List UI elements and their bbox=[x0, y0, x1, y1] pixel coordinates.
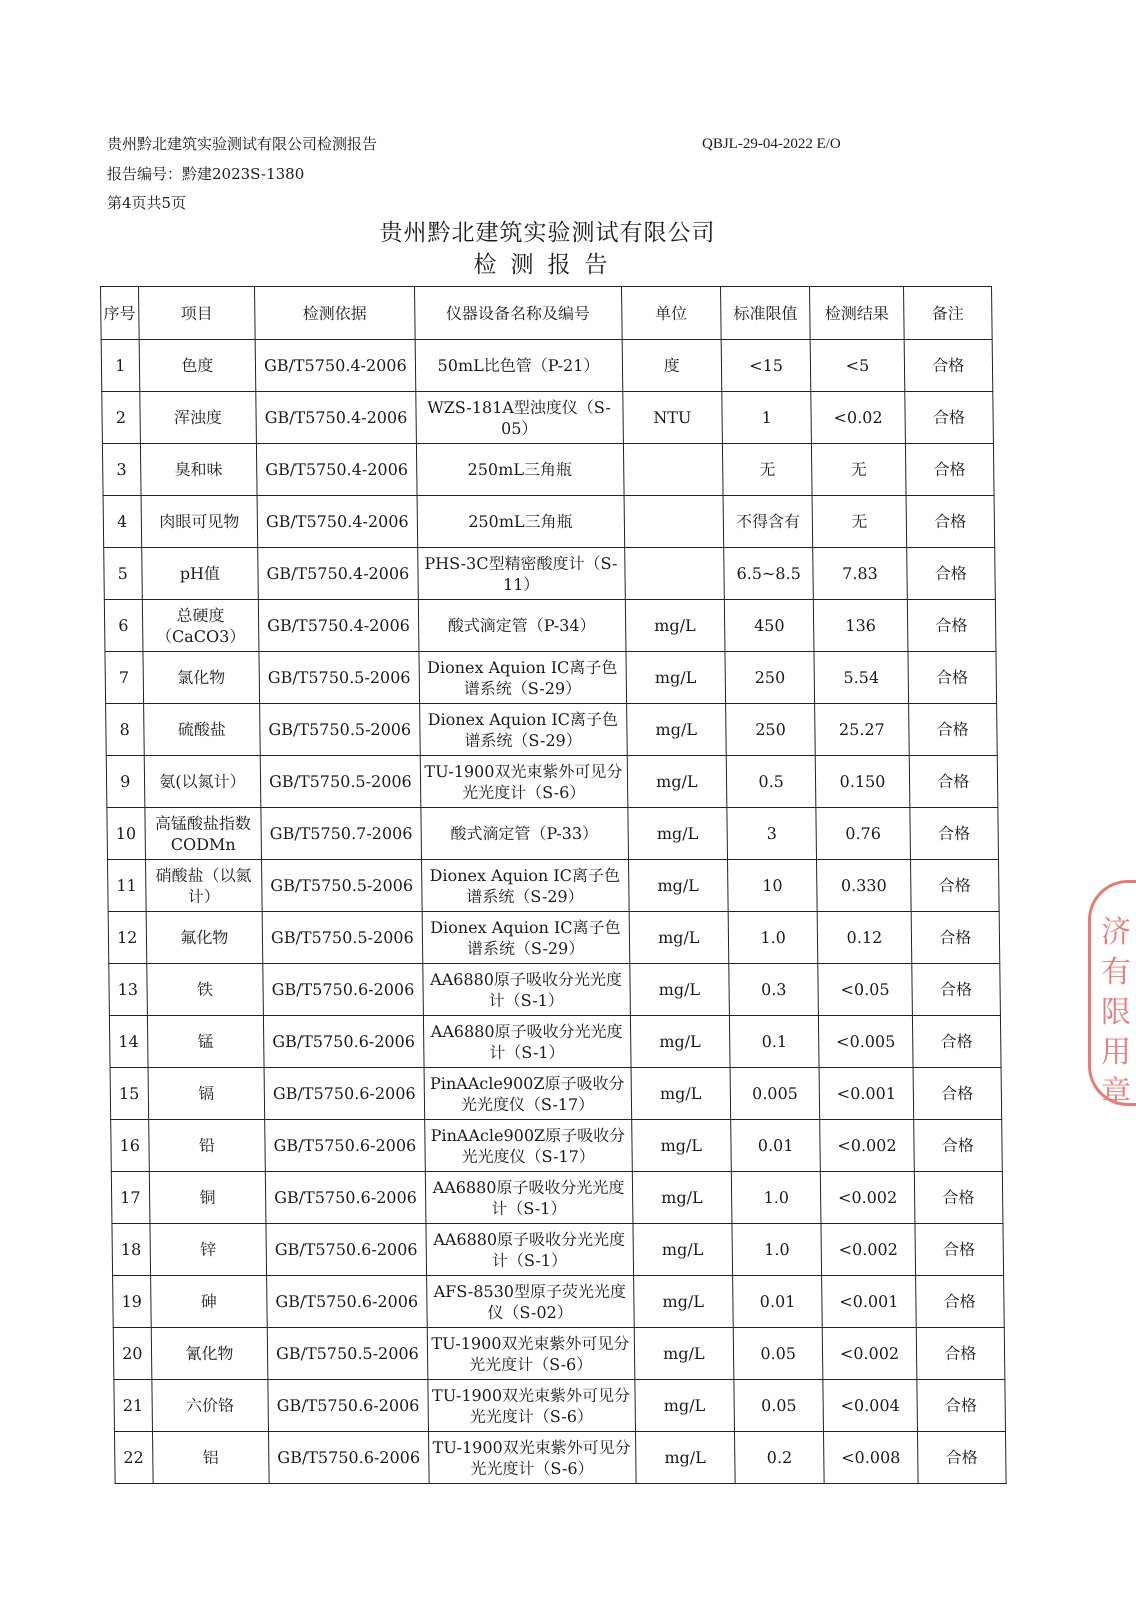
table-cell: 高锰酸盐指数CODMn bbox=[144, 808, 261, 860]
table-cell: 无 bbox=[812, 444, 906, 496]
table-cell: 铜 bbox=[149, 1172, 266, 1224]
table-cell: 6 bbox=[104, 600, 142, 652]
table-cell: 合格 bbox=[913, 1068, 1002, 1120]
table-row bbox=[103, 496, 995, 548]
table-cell: 2 bbox=[102, 392, 140, 444]
table-cell: 5 bbox=[104, 548, 142, 600]
table-cell: 16 bbox=[111, 1120, 149, 1172]
table-cell: pH值 bbox=[141, 548, 258, 600]
table-cell: GB/T5750.5-2006 bbox=[262, 860, 422, 912]
header-cell: 检测结果 bbox=[810, 287, 904, 340]
table-cell: mg/L bbox=[633, 1276, 733, 1328]
table-cell: 3 bbox=[102, 444, 140, 496]
table-cell: PHS-3C型精密酸度计（S-11） bbox=[417, 548, 625, 600]
table-cell: 合格 bbox=[911, 964, 1000, 1016]
table-cell: mg/L bbox=[635, 1432, 735, 1484]
table-cell: 浑浊度 bbox=[139, 392, 256, 444]
table-cell: 总硬度（CaCO3） bbox=[142, 600, 259, 652]
table-cell: GB/T5750.7-2006 bbox=[261, 808, 421, 860]
table-cell: 合格 bbox=[908, 704, 997, 756]
table-row bbox=[111, 1172, 1003, 1224]
table-cell: 4 bbox=[103, 496, 141, 548]
table-cell: mg/L bbox=[627, 808, 727, 860]
test-results-table bbox=[100, 286, 1007, 1484]
header-cell: 序号 bbox=[101, 287, 139, 340]
table-cell: <0.004 bbox=[823, 1380, 917, 1432]
table-row bbox=[108, 912, 1000, 964]
table-cell: 5.54 bbox=[814, 652, 908, 704]
table-cell: TU-1900双光束紫外可见分光光度计（S-6） bbox=[428, 1432, 636, 1484]
table-cell: <0.005 bbox=[819, 1016, 913, 1068]
table-cell: GB/T5750.6-2006 bbox=[267, 1276, 427, 1328]
table-cell: 250 bbox=[725, 652, 815, 704]
table-cell: TU-1900双光束紫外可见分光光度计（S-6） bbox=[427, 1328, 635, 1380]
table-cell: TU-1900双光束紫外可见分光光度计（S-6） bbox=[420, 756, 628, 808]
table-cell: GB/T5750.5-2006 bbox=[260, 756, 420, 808]
table-cell: 合格 bbox=[917, 1432, 1006, 1484]
table-cell: 色度 bbox=[139, 340, 256, 392]
header-cell: 单位 bbox=[621, 287, 721, 340]
table-cell: 0.76 bbox=[816, 808, 910, 860]
header-doc-code: QBJL-29-04-2022 E/O bbox=[702, 136, 841, 152]
table-cell: mg/L bbox=[632, 1172, 732, 1224]
table-cell: GB/T5750.6-2006 bbox=[265, 1120, 425, 1172]
table-cell: Dionex Aquion IC离子色谱系统（S-29） bbox=[421, 860, 629, 912]
table-cell: Dionex Aquion IC离子色谱系统（S-29） bbox=[422, 912, 630, 964]
table-cell: GB/T5750.4-2006 bbox=[257, 496, 417, 548]
table-cell: 22 bbox=[114, 1432, 152, 1484]
table-cell: 合格 bbox=[913, 1120, 1002, 1172]
table-cell: NTU bbox=[622, 392, 722, 444]
table-cell: <0.001 bbox=[822, 1276, 916, 1328]
table-row bbox=[102, 444, 994, 496]
stamp-text: 济有限 用章 bbox=[1101, 915, 1131, 1110]
table-cell: 肉眼可见物 bbox=[141, 496, 258, 548]
table-cell: Dionex Aquion IC离子色谱系统（S-29） bbox=[419, 652, 627, 704]
table-cell: 12 bbox=[108, 912, 146, 964]
table-cell: 合格 bbox=[906, 548, 995, 600]
table-cell: 合格 bbox=[908, 652, 997, 704]
table-cell: mg/L bbox=[625, 600, 725, 652]
table-row bbox=[109, 964, 1001, 1016]
table-cell: 不得含有 bbox=[723, 496, 813, 548]
table-cell: 酸式滴定管（P-34） bbox=[418, 600, 626, 652]
table-cell: 450 bbox=[724, 600, 814, 652]
table-cell: mg/L bbox=[634, 1328, 734, 1380]
table-cell: 0.5 bbox=[726, 756, 816, 808]
header-cell: 项目 bbox=[138, 287, 255, 340]
table-row bbox=[106, 704, 998, 756]
table-row bbox=[112, 1224, 1004, 1276]
table-row bbox=[105, 652, 997, 704]
table-cell: mg/L bbox=[629, 964, 729, 1016]
table-cell: AFS-8530型原子荧光光度仪（S-02） bbox=[426, 1276, 634, 1328]
table-cell: 氰化物 bbox=[151, 1328, 268, 1380]
table-cell: PinAAcle900Z原子吸收分光光度仪（S-17） bbox=[424, 1120, 632, 1172]
table-cell: mg/L bbox=[631, 1120, 731, 1172]
table-cell: 硫酸盐 bbox=[143, 704, 260, 756]
table-cell: mg/L bbox=[626, 652, 726, 704]
table-cell: 1.0 bbox=[728, 912, 818, 964]
table-cell: 铝 bbox=[152, 1432, 269, 1484]
table-cell: 合格 bbox=[904, 392, 993, 444]
company-seal-stamp bbox=[1088, 880, 1136, 1110]
table-cell: 氟化物 bbox=[146, 912, 263, 964]
table-cell: 1.0 bbox=[732, 1224, 822, 1276]
table-cell: 合格 bbox=[914, 1172, 1003, 1224]
table-row bbox=[111, 1120, 1003, 1172]
table-cell: <0.002 bbox=[821, 1172, 915, 1224]
table-cell: <0.05 bbox=[818, 964, 912, 1016]
table-cell: 无 bbox=[722, 444, 812, 496]
table-cell: 6.5~8.5 bbox=[724, 548, 814, 600]
table-cell: 0.3 bbox=[729, 964, 819, 1016]
table-row bbox=[109, 1016, 1001, 1068]
table-row bbox=[114, 1432, 1006, 1484]
table-cell: <0.001 bbox=[819, 1068, 913, 1120]
table-cell: 合格 bbox=[910, 860, 999, 912]
table-cell: 15 bbox=[110, 1068, 148, 1120]
table-cell: 六价铬 bbox=[151, 1380, 268, 1432]
table-cell: 合格 bbox=[904, 340, 993, 392]
table-cell: 50mL比色管（P-21） bbox=[415, 340, 623, 392]
table-cell: 10 bbox=[728, 860, 818, 912]
table-cell: mg/L bbox=[626, 704, 726, 756]
table-cell: mg/L bbox=[633, 1224, 733, 1276]
table-cell: 7 bbox=[105, 652, 143, 704]
title-report: 检测报告 bbox=[473, 252, 622, 278]
table-row bbox=[104, 600, 996, 652]
table-cell: 酸式滴定管（P-33） bbox=[420, 808, 628, 860]
table-cell: 0.01 bbox=[733, 1276, 823, 1328]
table-cell: 250mL三角瓶 bbox=[417, 496, 625, 548]
table-cell: GB/T5750.5-2006 bbox=[259, 652, 419, 704]
table-cell: 合格 bbox=[915, 1276, 1004, 1328]
table-cell: 17 bbox=[111, 1172, 149, 1224]
table-cell: 氨(以氮计） bbox=[144, 756, 261, 808]
table-cell: mg/L bbox=[628, 860, 728, 912]
table-cell: <0.008 bbox=[824, 1432, 918, 1484]
table-cell: 合格 bbox=[915, 1224, 1004, 1276]
table-cell: 合格 bbox=[916, 1328, 1005, 1380]
table-cell: 镉 bbox=[148, 1068, 265, 1120]
table-cell: GB/T5750.6-2006 bbox=[268, 1380, 428, 1432]
table-cell: GB/T5750.4-2006 bbox=[258, 548, 418, 600]
table-cell: 8 bbox=[106, 704, 144, 756]
table-cell: GB/T5750.5-2006 bbox=[267, 1328, 427, 1380]
table-cell: 合格 bbox=[917, 1380, 1006, 1432]
table-cell: GB/T5750.4-2006 bbox=[256, 392, 416, 444]
table-cell: 13 bbox=[109, 964, 147, 1016]
table-cell: 250mL三角瓶 bbox=[416, 444, 624, 496]
table-cell: 1.0 bbox=[731, 1172, 821, 1224]
table-cell: 250 bbox=[726, 704, 816, 756]
table-row bbox=[113, 1328, 1005, 1380]
table-cell: 合格 bbox=[910, 808, 999, 860]
header-cell: 检测依据 bbox=[255, 287, 415, 340]
table-cell: 19 bbox=[113, 1276, 151, 1328]
table-cell: <15 bbox=[721, 340, 811, 392]
table-cell: 0.05 bbox=[733, 1328, 823, 1380]
table-cell: <0.002 bbox=[820, 1120, 914, 1172]
table-cell: GB/T5750.6-2006 bbox=[269, 1432, 429, 1484]
table-cell: PinAAcle900Z原子吸收分光光度仪（S-17） bbox=[424, 1068, 632, 1120]
table-cell: <0.02 bbox=[811, 392, 905, 444]
table-row bbox=[104, 548, 996, 600]
table-row bbox=[114, 1380, 1006, 1432]
table-cell: GB/T5750.4-2006 bbox=[257, 444, 417, 496]
table-cell: 11 bbox=[108, 860, 146, 912]
table-row bbox=[106, 756, 998, 808]
table-cell: 0.2 bbox=[734, 1432, 824, 1484]
table-cell: 3 bbox=[727, 808, 817, 860]
header-cell: 仪器设备名称及编号 bbox=[414, 287, 622, 340]
table-cell: 铁 bbox=[146, 964, 263, 1016]
table-cell: mg/L bbox=[634, 1380, 734, 1432]
table-cell: mg/L bbox=[630, 1016, 730, 1068]
table-cell: 合格 bbox=[909, 756, 998, 808]
table-cell: GB/T5750.5-2006 bbox=[262, 912, 422, 964]
table-cell: 7.83 bbox=[813, 548, 907, 600]
table-cell: 1 bbox=[101, 340, 139, 392]
table-cell: <5 bbox=[810, 340, 904, 392]
table-cell: 0.150 bbox=[816, 756, 910, 808]
table-cell: GB/T5750.6-2006 bbox=[266, 1172, 426, 1224]
table-cell: AA6880原子吸收分光光度计（S-1） bbox=[422, 964, 630, 1016]
table-cell: 1 bbox=[722, 392, 812, 444]
table-row bbox=[101, 340, 993, 392]
table-cell: 合格 bbox=[912, 1016, 1001, 1068]
table-cell: 20 bbox=[113, 1328, 151, 1380]
header-cell: 标准限值 bbox=[721, 287, 811, 340]
table-cell: 锌 bbox=[150, 1224, 267, 1276]
table-cell: GB/T5750.6-2006 bbox=[266, 1224, 426, 1276]
table-cell: 氯化物 bbox=[143, 652, 260, 704]
table-cell: GB/T5750.5-2006 bbox=[260, 704, 420, 756]
table-cell: AA6880原子吸收分光光度计（S-1） bbox=[425, 1172, 633, 1224]
table-cell: 10 bbox=[107, 808, 145, 860]
table-cell: 0.05 bbox=[734, 1380, 824, 1432]
table-row bbox=[108, 860, 1000, 912]
table-cell bbox=[624, 496, 724, 548]
table-cell: GB/T5750.6-2006 bbox=[264, 1068, 424, 1120]
table-cell: GB/T5750.4-2006 bbox=[255, 340, 415, 392]
table-cell: 21 bbox=[114, 1380, 152, 1432]
title-company: 贵州黔北建筑实验测试有限公司 bbox=[379, 220, 716, 246]
table-row bbox=[107, 808, 999, 860]
table-cell: 25.27 bbox=[815, 704, 909, 756]
header-page-info: 第4页共5页 bbox=[107, 194, 187, 212]
table-cell: 硝酸盐（以氮计） bbox=[145, 860, 262, 912]
table-cell: 136 bbox=[814, 600, 908, 652]
table-cell: AA6880原子吸收分光光度计（S-1） bbox=[423, 1016, 631, 1068]
table-cell bbox=[624, 548, 724, 600]
table-cell: 18 bbox=[112, 1224, 150, 1276]
table-cell: TU-1900双光束紫外可见分光光度计（S-6） bbox=[427, 1380, 635, 1432]
table-cell: 14 bbox=[109, 1016, 147, 1068]
table-cell: <0.002 bbox=[823, 1328, 917, 1380]
table-row bbox=[110, 1068, 1002, 1120]
header-company-report: 贵州黔北建筑实验测试有限公司检测报告 bbox=[107, 135, 378, 153]
table-cell: WZS-181A型浊度仪（S-05） bbox=[415, 392, 623, 444]
table-cell: GB/T5750.6-2006 bbox=[264, 1016, 424, 1068]
table-cell: 合格 bbox=[906, 496, 995, 548]
table-cell: mg/L bbox=[627, 756, 727, 808]
table-cell: mg/L bbox=[631, 1068, 731, 1120]
table-cell: 合格 bbox=[907, 600, 996, 652]
table-header-row bbox=[101, 287, 993, 340]
table-cell: AA6880原子吸收分光光度计（S-1） bbox=[426, 1224, 634, 1276]
table-row bbox=[102, 392, 994, 444]
header-report-number: 报告编号：黔建2023S-1380 bbox=[107, 165, 305, 183]
table-cell: 无 bbox=[812, 496, 906, 548]
table-cell: 0.12 bbox=[817, 912, 911, 964]
table-cell: GB/T5750.4-2006 bbox=[259, 600, 419, 652]
table-cell: 9 bbox=[106, 756, 144, 808]
table-cell: 0.330 bbox=[817, 860, 911, 912]
table-cell: 合格 bbox=[905, 444, 994, 496]
table-cell: 臭和味 bbox=[140, 444, 257, 496]
table-row bbox=[113, 1276, 1005, 1328]
table-cell: 铅 bbox=[148, 1120, 265, 1172]
table-cell: 0.01 bbox=[731, 1120, 821, 1172]
header-cell: 备注 bbox=[903, 287, 992, 340]
table-cell: Dionex Aquion IC离子色谱系统（S-29） bbox=[419, 704, 627, 756]
table-cell: 合格 bbox=[911, 912, 1000, 964]
table-cell bbox=[623, 444, 723, 496]
table-cell: 砷 bbox=[150, 1276, 267, 1328]
table-cell: mg/L bbox=[629, 912, 729, 964]
table-cell: 0.005 bbox=[730, 1068, 820, 1120]
table-cell: <0.002 bbox=[821, 1224, 915, 1276]
table-cell: 0.1 bbox=[729, 1016, 819, 1068]
table-cell: GB/T5750.6-2006 bbox=[263, 964, 423, 1016]
table-cell: 锰 bbox=[147, 1016, 264, 1068]
table-cell: 度 bbox=[622, 340, 722, 392]
